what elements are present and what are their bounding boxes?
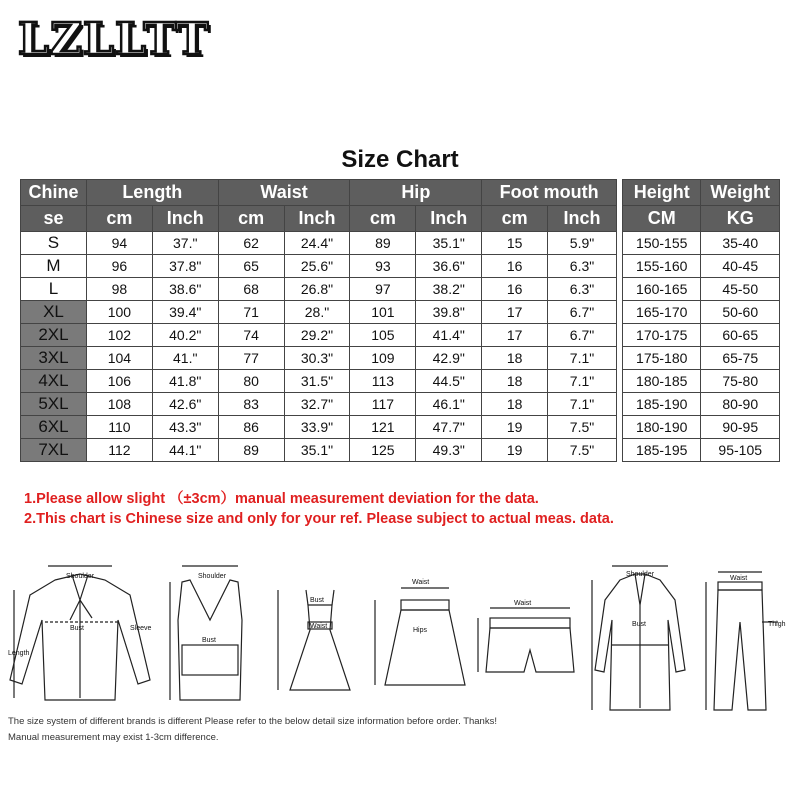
label-sleeve: Sleeve bbox=[130, 625, 152, 632]
blouse-diagram bbox=[10, 566, 150, 700]
value-cell: 102 bbox=[86, 324, 152, 347]
size-cell: 6XL bbox=[21, 416, 87, 439]
value-cell: 19 bbox=[482, 416, 548, 439]
value-cell: 6.7" bbox=[548, 324, 617, 347]
tank-diagram bbox=[170, 566, 242, 700]
unit-header: Inch bbox=[548, 206, 617, 232]
size-table bbox=[20, 179, 617, 462]
value-cell: 15 bbox=[482, 232, 548, 255]
value-cell: 38.6" bbox=[152, 278, 218, 301]
value-cell: 40.2" bbox=[152, 324, 218, 347]
value-cell: 65 bbox=[218, 255, 284, 278]
value-cell: 125 bbox=[350, 439, 416, 462]
note-1: 1.Please allow slight （±3cm）manual measurement deviation for the data. bbox=[24, 491, 539, 507]
footer-line-2: Manual measurement may exist 1-3cm difference. bbox=[8, 732, 219, 743]
size-cell: 3XL bbox=[21, 347, 87, 370]
size-cell: XL bbox=[21, 301, 87, 324]
height-cell: 150-155 bbox=[623, 232, 701, 255]
footer-line-1: The size system of different brands is different Please refer to the below detail size information before order. Thanks! bbox=[8, 716, 497, 727]
size-cell: S bbox=[21, 232, 87, 255]
label-thigh: Thigh bbox=[768, 621, 786, 628]
value-cell: 97 bbox=[350, 278, 416, 301]
label-waist-4: Waist bbox=[412, 579, 430, 586]
weight-header: Weight bbox=[701, 180, 780, 206]
foot-mouth-header: Foot mouth bbox=[482, 180, 617, 206]
value-cell: 35.1" bbox=[284, 439, 350, 462]
value-cell: 121 bbox=[350, 416, 416, 439]
table-row bbox=[623, 255, 780, 278]
weight-unit: KG bbox=[701, 206, 780, 232]
value-cell: 49.3" bbox=[416, 439, 482, 462]
waist-header: Waist bbox=[218, 180, 350, 206]
table-row bbox=[21, 232, 617, 255]
value-cell: 30.3" bbox=[284, 347, 350, 370]
label-bust-3: Bust bbox=[310, 597, 325, 604]
value-cell: 7.1" bbox=[548, 347, 617, 370]
unit-header: Inch bbox=[284, 206, 350, 232]
weight-cell: 90-95 bbox=[701, 416, 780, 439]
value-cell: 89 bbox=[218, 439, 284, 462]
value-cell: 94 bbox=[86, 232, 152, 255]
page-title: Size Chart bbox=[341, 146, 459, 173]
label-bust-6: Bust bbox=[632, 621, 647, 628]
value-cell: 101 bbox=[350, 301, 416, 324]
value-cell: 18 bbox=[482, 370, 548, 393]
garment-diagrams bbox=[0, 560, 800, 720]
value-cell: 38.2" bbox=[416, 278, 482, 301]
weight-cell: 50-60 bbox=[701, 301, 780, 324]
value-cell: 44.1" bbox=[152, 439, 218, 462]
value-cell: 18 bbox=[482, 393, 548, 416]
value-cell: 74 bbox=[218, 324, 284, 347]
value-cell: 6.7" bbox=[548, 301, 617, 324]
value-cell: 41.8" bbox=[152, 370, 218, 393]
label-bust-2: Bust bbox=[202, 637, 217, 644]
unit-header: cm bbox=[86, 206, 152, 232]
value-cell: 18 bbox=[482, 347, 548, 370]
height-cell: 165-170 bbox=[623, 301, 701, 324]
value-cell: 93 bbox=[350, 255, 416, 278]
value-cell: 19 bbox=[482, 439, 548, 462]
skirt-diagram bbox=[375, 588, 465, 685]
value-cell: 17 bbox=[482, 324, 548, 347]
height-cell: 180-190 bbox=[623, 416, 701, 439]
size-cell: 2XL bbox=[21, 324, 87, 347]
value-cell: 104 bbox=[86, 347, 152, 370]
table-row bbox=[623, 232, 780, 255]
value-cell: 112 bbox=[86, 439, 152, 462]
shorts-diagram bbox=[478, 608, 574, 672]
height-cell: 175-180 bbox=[623, 347, 701, 370]
value-cell: 71 bbox=[218, 301, 284, 324]
value-cell: 113 bbox=[350, 370, 416, 393]
table-row bbox=[21, 347, 617, 370]
value-cell: 98 bbox=[86, 278, 152, 301]
height-cell: 185-195 bbox=[623, 439, 701, 462]
coat-diagram bbox=[592, 566, 685, 710]
value-cell: 26.8" bbox=[284, 278, 350, 301]
value-cell: 7.5" bbox=[548, 439, 617, 462]
value-cell: 39.8" bbox=[416, 301, 482, 324]
pants-diagram bbox=[706, 572, 778, 710]
dress-diagram bbox=[278, 590, 350, 690]
value-cell: 7.1" bbox=[548, 393, 617, 416]
value-cell: 105 bbox=[350, 324, 416, 347]
table-row bbox=[623, 347, 780, 370]
unit-header: Inch bbox=[152, 206, 218, 232]
height-cell: 155-160 bbox=[623, 255, 701, 278]
length-header: Length bbox=[86, 180, 218, 206]
table-row bbox=[623, 370, 780, 393]
height-cell: 180-185 bbox=[623, 370, 701, 393]
size-cell: M bbox=[21, 255, 87, 278]
table-row bbox=[21, 278, 617, 301]
value-cell: 106 bbox=[86, 370, 152, 393]
value-cell: 47.7" bbox=[416, 416, 482, 439]
weight-cell: 45-50 bbox=[701, 278, 780, 301]
table-row bbox=[21, 324, 617, 347]
value-cell: 86 bbox=[218, 416, 284, 439]
value-cell: 36.6" bbox=[416, 255, 482, 278]
value-cell: 42.6" bbox=[152, 393, 218, 416]
value-cell: 100 bbox=[86, 301, 152, 324]
value-cell: 16 bbox=[482, 278, 548, 301]
value-cell: 41.4" bbox=[416, 324, 482, 347]
value-cell: 7.5" bbox=[548, 416, 617, 439]
value-cell: 5.9" bbox=[548, 232, 617, 255]
height-cell: 185-190 bbox=[623, 393, 701, 416]
value-cell: 89 bbox=[350, 232, 416, 255]
value-cell: 39.4" bbox=[152, 301, 218, 324]
value-cell: 7.1" bbox=[548, 370, 617, 393]
size-cell: L bbox=[21, 278, 87, 301]
weight-cell: 80-90 bbox=[701, 393, 780, 416]
height-unit: CM bbox=[623, 206, 701, 232]
weight-cell: 35-40 bbox=[701, 232, 780, 255]
value-cell: 32.7" bbox=[284, 393, 350, 416]
size-cell: 4XL bbox=[21, 370, 87, 393]
table-row bbox=[21, 416, 617, 439]
value-cell: 16 bbox=[482, 255, 548, 278]
weight-cell: 75-80 bbox=[701, 370, 780, 393]
value-cell: 37.8" bbox=[152, 255, 218, 278]
size-cell: 7XL bbox=[21, 439, 87, 462]
value-cell: 6.3" bbox=[548, 255, 617, 278]
label-waist-7: Waist bbox=[730, 575, 748, 582]
hip-header: Hip bbox=[350, 180, 482, 206]
value-cell: 43.3" bbox=[152, 416, 218, 439]
value-cell: 110 bbox=[86, 416, 152, 439]
value-cell: 33.9" bbox=[284, 416, 350, 439]
label-shoulder-2: Shoulder bbox=[198, 573, 227, 580]
value-cell: 68 bbox=[218, 278, 284, 301]
value-cell: 17 bbox=[482, 301, 548, 324]
value-cell: 46.1" bbox=[416, 393, 482, 416]
weight-cell: 95-105 bbox=[701, 439, 780, 462]
table-row bbox=[21, 370, 617, 393]
note-2: 2.This chart is Chinese size and only for your ref. Please subject to actual meas. data. bbox=[24, 511, 614, 527]
value-cell: 25.6" bbox=[284, 255, 350, 278]
unit-header: Inch bbox=[416, 206, 482, 232]
table-row bbox=[623, 324, 780, 347]
label-bust: Bust bbox=[70, 625, 85, 632]
weight-cell: 60-65 bbox=[701, 324, 780, 347]
table-row bbox=[623, 439, 780, 462]
table-row bbox=[623, 393, 780, 416]
label-hips: Hips bbox=[413, 627, 428, 634]
label-length: Length bbox=[8, 650, 30, 657]
value-cell: 83 bbox=[218, 393, 284, 416]
unit-header: cm bbox=[218, 206, 284, 232]
label-waist-3: Waist bbox=[310, 623, 328, 630]
value-cell: 80 bbox=[218, 370, 284, 393]
table-row bbox=[21, 255, 617, 278]
height-cell: 170-175 bbox=[623, 324, 701, 347]
label-shoulder-6: Shoulder bbox=[626, 571, 655, 578]
table-row bbox=[623, 301, 780, 324]
table-row bbox=[623, 278, 780, 301]
table-row bbox=[21, 439, 617, 462]
value-cell: 62 bbox=[218, 232, 284, 255]
height-weight-table bbox=[622, 179, 780, 462]
size-header: Chine bbox=[21, 180, 87, 206]
height-header: Height bbox=[623, 180, 701, 206]
value-cell: 28." bbox=[284, 301, 350, 324]
table-row bbox=[623, 416, 780, 439]
table-row bbox=[21, 301, 617, 324]
unit-header: cm bbox=[482, 206, 548, 232]
weight-cell: 65-75 bbox=[701, 347, 780, 370]
value-cell: 35.1" bbox=[416, 232, 482, 255]
value-cell: 29.2" bbox=[284, 324, 350, 347]
value-cell: 108 bbox=[86, 393, 152, 416]
brand-logo: LZLLTT bbox=[18, 14, 210, 65]
height-cell: 160-165 bbox=[623, 278, 701, 301]
value-cell: 37." bbox=[152, 232, 218, 255]
size-header-2: se bbox=[21, 206, 87, 232]
value-cell: 44.5" bbox=[416, 370, 482, 393]
value-cell: 31.5" bbox=[284, 370, 350, 393]
value-cell: 77 bbox=[218, 347, 284, 370]
value-cell: 24.4" bbox=[284, 232, 350, 255]
value-cell: 96 bbox=[86, 255, 152, 278]
unit-header: cm bbox=[350, 206, 416, 232]
value-cell: 6.3" bbox=[548, 278, 617, 301]
value-cell: 109 bbox=[350, 347, 416, 370]
value-cell: 42.9" bbox=[416, 347, 482, 370]
label-waist-5: Waist bbox=[514, 600, 532, 607]
value-cell: 117 bbox=[350, 393, 416, 416]
label-shoulder: Shoulder bbox=[66, 573, 95, 580]
weight-cell: 40-45 bbox=[701, 255, 780, 278]
value-cell: 41." bbox=[152, 347, 218, 370]
table-row bbox=[21, 393, 617, 416]
size-cell: 5XL bbox=[21, 393, 87, 416]
